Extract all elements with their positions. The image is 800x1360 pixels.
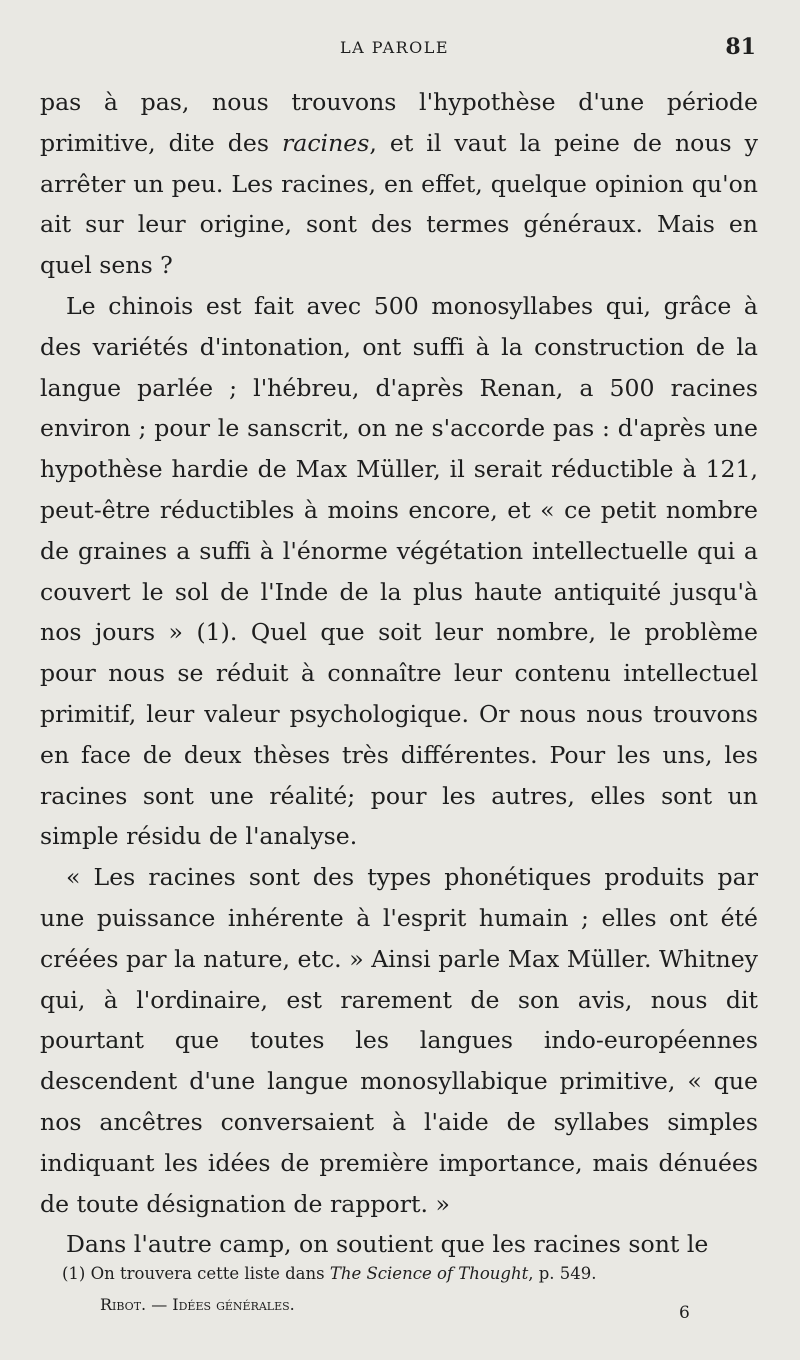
body-text [40, 82, 758, 1265]
running-title: LA PAROLE [340, 38, 450, 57]
paragraph-1-end: , et il vaut la peine de nous y arrêter un peu. Les racines, en effet, quelque opinion qu'on ait sur leur origine, sont des termes généraux. Mais en quel sens ? [40, 128, 758, 280]
italic-term-racines: racines [281, 128, 370, 157]
paragraph-1-start: pas à pas, nous trouvons l'hypothèse d'une période primitive, dite des [40, 88, 758, 157]
footnote [62, 1264, 762, 1283]
paragraph-4: Dans l'autre camp, on soutient que les racines sont le [66, 1230, 709, 1259]
paragraph-1 [40, 82, 758, 286]
footnote-marker: (1) [62, 1264, 86, 1283]
footnote-text-start: On trouvera cette liste dans [85, 1264, 330, 1283]
page-header [0, 34, 800, 64]
footnote-text-end: , p. 549. [528, 1264, 597, 1283]
signature-number: 6 [679, 1303, 690, 1323]
paragraph-2: Le chinois est fait avec 500 monosyllabes qui, grâce à des variétés d'intonation, ont suffi à la construction de la langue parlée ; l'hébreu, d'après Renan, a 500 racines environ ; pour le sanscrit, on ne s'accorde pas : d'après une hypothèse hardie de Max Müller, il serait réductible à 121, peut-être réductibles à moins encore, et « ce petit nombre de graines a suffi à l'énorme végétation intellectuelle qui a couvert le sol de l'Inde de la plus haute antiquité jusqu'à nos jours » (1). Quel que soit leur nombre, le problème pour nous se réduit à connaître leur contenu intellectuel primitif, leur valeur psychologique. Or nous nous trouvons en face de deux thèses très différentes. Pour les uns, les racines sont une réalité; pour les autres, elles sont un simple résidu de l'analyse. [40, 291, 758, 851]
page-number: 81 [725, 34, 756, 60]
printer-signature: Ribot. — Idées générales. [100, 1295, 295, 1314]
paragraph-3: « Les racines sont des types phonétiques produits par une puissance inhérente à l'esprit humain ; elles ont été créées par la nature, etc. » Ainsi parle Max Müller. Whitney qui, à l'ordinaire, est rarement de son avis, nous dit pourtant que toutes les langues indo-européennes descendent d'une langue monosyllabique primitive, « que nos ancêtres conversaient à l'aide de syllabes simples indiquant les idées de première importance, mais dénuées de toute désignation de rapport. » [40, 863, 758, 1218]
footnote-book-title: The Science of Thought [329, 1264, 529, 1283]
